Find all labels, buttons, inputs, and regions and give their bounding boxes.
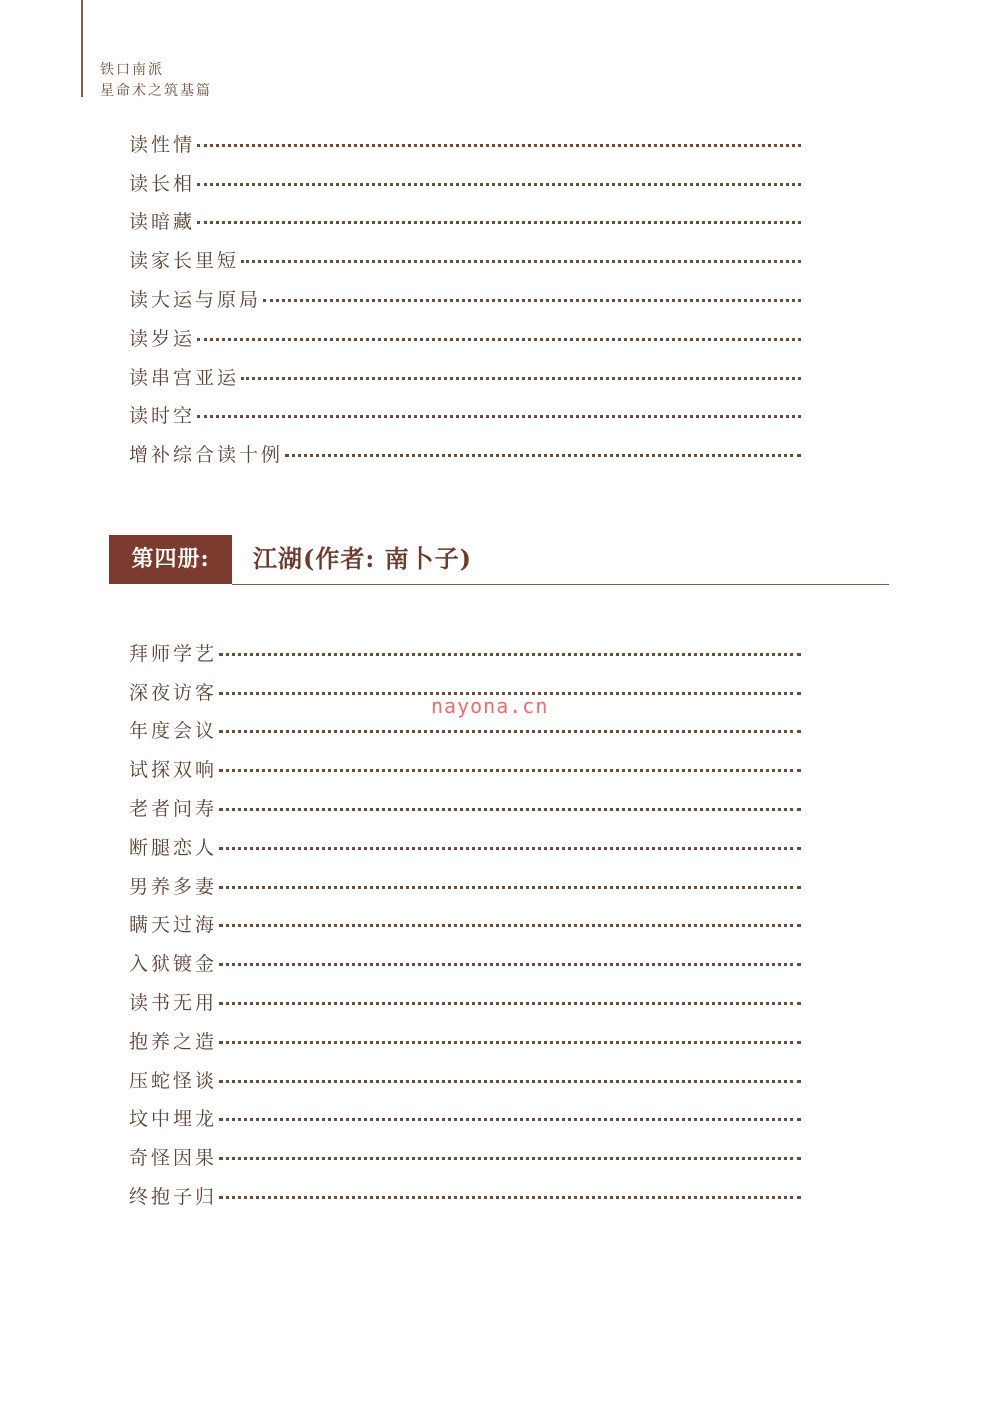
running-head-series: 铁口南派 [100, 62, 164, 78]
dot-leader [219, 1157, 801, 1160]
toc-entry-title: 增补综合读十例 [129, 444, 284, 467]
toc-entry[interactable] [129, 163, 801, 202]
toc-entry[interactable] [129, 905, 801, 944]
dot-leader [219, 1196, 801, 1199]
toc-entry-title: 瞒天过海 [129, 914, 218, 937]
toc-entry[interactable] [129, 1137, 801, 1176]
section-title: 江湖(作者: 南卜子) [253, 544, 472, 573]
dot-leader [219, 1002, 801, 1005]
toc-entry[interactable] [129, 240, 801, 279]
toc-entry-title: 抱养之造 [129, 1030, 218, 1053]
toc-entry-title: 读性情 [129, 133, 196, 156]
toc-entry-title: 读暗藏 [129, 211, 196, 234]
dot-leader [197, 183, 801, 186]
toc-entry-title: 读串宫亚运 [129, 366, 240, 389]
toc-entry-title: 坟中埋龙 [129, 1108, 218, 1131]
toc-entry[interactable] [129, 396, 801, 435]
toc-entry[interactable] [129, 357, 801, 396]
toc-entry[interactable] [129, 124, 801, 163]
toc-entry-title: 拜师学艺 [129, 642, 218, 665]
section-divider [232, 584, 889, 585]
toc-entry-title: 试探双响 [129, 759, 218, 782]
toc-entry[interactable] [129, 1176, 801, 1215]
toc-entry[interactable] [129, 866, 801, 905]
dot-leader [219, 1041, 801, 1044]
toc-entry-title: 读书无用 [129, 992, 218, 1015]
toc-entry[interactable] [129, 633, 801, 672]
toc-list-part-a [129, 124, 801, 473]
dot-leader [241, 377, 801, 380]
running-head [100, 60, 212, 102]
toc-entry-title: 读家长里短 [129, 250, 240, 273]
dot-leader [219, 769, 801, 772]
toc-entry[interactable] [129, 943, 801, 982]
toc-entry[interactable] [129, 749, 801, 788]
dot-leader [197, 415, 801, 418]
toc-entry[interactable] [129, 1021, 801, 1060]
section-heading [109, 535, 889, 585]
toc-entry-title: 读时空 [129, 405, 196, 428]
margin-rule [81, 0, 83, 97]
toc-entry[interactable] [129, 434, 801, 473]
dot-leader [219, 653, 801, 656]
toc-entry-title: 奇怪因果 [129, 1147, 218, 1170]
running-head-volume: 星命术之筑基篇 [100, 83, 212, 99]
toc-entry-title: 读大运与原局 [129, 289, 262, 312]
watermark-text: nayona.cn [431, 694, 549, 718]
section-label-badge: 第四册: [109, 535, 232, 584]
dot-leader [219, 847, 801, 850]
dot-leader [285, 454, 801, 457]
dot-leader [241, 260, 801, 263]
toc-entry[interactable] [129, 982, 801, 1021]
dot-leader [263, 299, 801, 302]
toc-entry-title: 男养多妻 [129, 875, 218, 898]
toc-entry[interactable] [129, 1060, 801, 1099]
toc-list-part-b [129, 633, 801, 1215]
toc-entry[interactable] [129, 279, 801, 318]
toc-entry[interactable] [129, 318, 801, 357]
dot-leader [219, 1118, 801, 1121]
toc-entry-title: 老者问寿 [129, 798, 218, 821]
toc-entry-title: 年度会议 [129, 720, 218, 743]
toc-entry[interactable] [129, 1099, 801, 1138]
toc-entry[interactable] [129, 202, 801, 241]
dot-leader [197, 144, 801, 147]
toc-entry-title: 终抱子归 [129, 1186, 218, 1209]
dot-leader [219, 730, 801, 733]
toc-entry[interactable] [129, 827, 801, 866]
dot-leader [197, 338, 801, 341]
dot-leader [219, 924, 801, 927]
toc-entry[interactable] [129, 788, 801, 827]
toc-entry-title: 读岁运 [129, 327, 196, 350]
dot-leader [197, 221, 801, 224]
toc-entry-title: 断腿恋人 [129, 836, 218, 859]
toc-entry-title: 读长相 [129, 172, 196, 195]
dot-leader [219, 1080, 801, 1083]
dot-leader [219, 886, 801, 889]
dot-leader [219, 963, 801, 966]
toc-entry-title: 深夜访客 [129, 681, 218, 704]
toc-entry-title: 入狱镀金 [129, 953, 218, 976]
dot-leader [219, 808, 801, 811]
toc-entry-title: 压蛇怪谈 [129, 1069, 218, 1092]
